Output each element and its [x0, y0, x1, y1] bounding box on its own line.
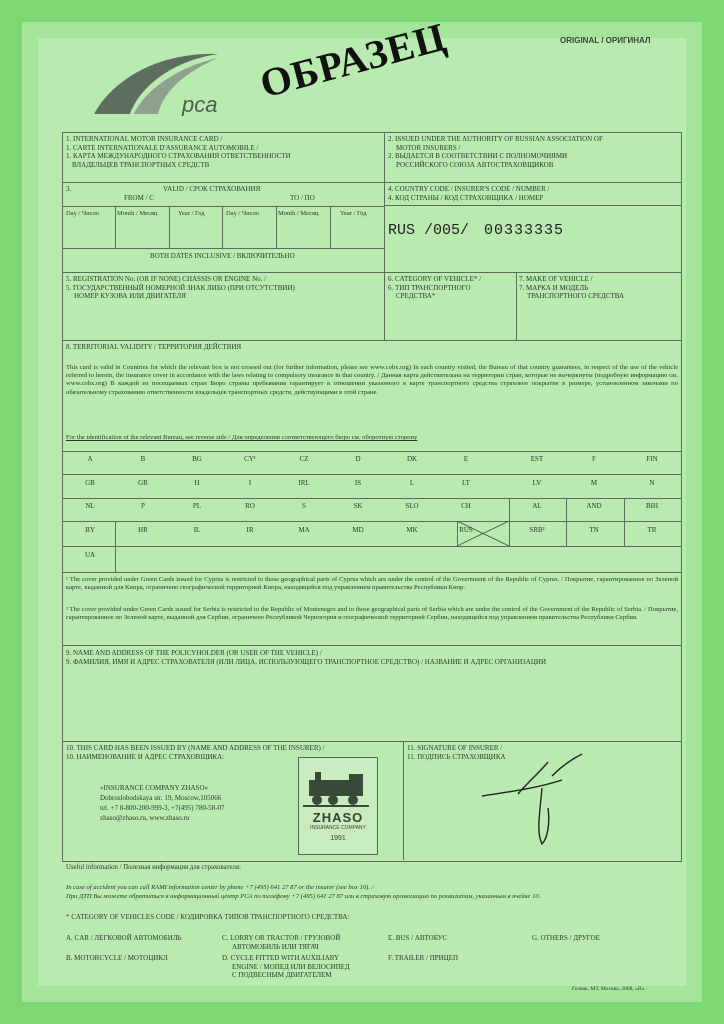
- card-number-prefix: RUS /005/: [388, 222, 470, 239]
- country-code: CY¹: [244, 455, 256, 463]
- date-col-3: Year / Год: [178, 210, 205, 217]
- country-code: S: [302, 502, 306, 510]
- field-2: 2. ISSUED UNDER THE AUTHORITY OF RUSSIAN ASSOCIATION OF MOTOR INSURERS / 2. ВЫДАЕТСЯ В СООТВЕТСТВИИ С ПОЛНОМОЧИЯМИ РОССИЙСКОГО СОЮЗА АВТОСТРАХОВЩИКОВ: [388, 135, 603, 169]
- rsa-logo: [86, 44, 226, 116]
- country-code: SK: [353, 502, 363, 510]
- country-code: CH: [461, 502, 471, 510]
- accident-info: In case of accident you can call RAMI information center by phone +7 (495) 641 27 87 or the insurer (see box 10). /: [66, 884, 374, 891]
- country-code: A: [87, 455, 93, 463]
- date-col-5: Month / Месяц: [278, 210, 319, 217]
- country-code: LT: [462, 479, 470, 487]
- country-code: BIH: [645, 502, 659, 510]
- cat-g: G. OTHERS / ДРУГОЕ: [532, 934, 600, 942]
- country-code: BG: [192, 455, 202, 463]
- useful-info: Useful information / Полезная информация для страхователя:: [66, 864, 241, 871]
- country-code: CZ: [299, 455, 309, 463]
- accident-info-ru: При ДТП Вы можете обратиться в информационный центр РСА по телефону +7 (495) 641 27 87 или в страховую организацию по реквизитам, указанным в ячейке 10.: [66, 893, 541, 900]
- field-3-number: 3.: [66, 185, 72, 193]
- cat-e: E. BUS / АВТОБУС: [388, 934, 448, 942]
- country-code: M: [590, 479, 598, 487]
- country-code: HR: [138, 526, 148, 534]
- field-7: 7. MAKE OF VEHICLE / 7. МАРКА И МОДЕЛЬ ТРАНСПОРТНОГО СРЕДСТВА: [519, 275, 625, 300]
- country-code: BY: [85, 526, 95, 534]
- sample-stamp: ОБРАЗЕЦ: [255, 13, 452, 107]
- country-code: TN: [589, 526, 599, 534]
- cat-c: C. LORRY OR TRACTOR / ГРУЗОВОЙ АВТОМОБИЛЬ ИЛИ ТЯГАЧ: [222, 934, 341, 951]
- both-dates-inclusive: BOTH DATES INCLUSIVE / ВКЛЮЧИТЕЛЬНО: [150, 252, 295, 260]
- country-code: DK: [406, 455, 418, 463]
- bureau-note: For the identification of the relevant Bureau, see reverse side / Для определения соответствующего бюро см. оборотную сторону: [66, 434, 418, 441]
- country-code: IR: [246, 526, 254, 534]
- field-5: 5. REGISTRATION No. (OR IF NONE) CHASSIS OR ENGINE No. / 5. ГОСУДАРСТВЕННЫЙ НОМЕРНОЙ ЗНАК ЛИБО (ПРИ ОТСУТСТВИИ) НОМЕР КУЗОВА ИЛИ ДВИГАТЕЛЯ: [66, 275, 295, 300]
- country-code: D: [355, 455, 361, 463]
- country-code: IS: [354, 479, 362, 487]
- field-3-valid: VALID / СРОК СТРАХОВАНИЯ: [163, 185, 261, 193]
- country-code: SLO: [405, 502, 419, 510]
- country-code: MD: [352, 526, 364, 534]
- cat-f: F. TRAILER / ПРИЦЕП: [388, 954, 459, 962]
- country-code: LV: [532, 479, 542, 487]
- country-code: IL: [193, 526, 201, 534]
- country-code: L: [409, 479, 415, 487]
- printer-imprint: Гознак, МТ, Москва, 2008, «В».: [572, 986, 646, 992]
- original-label: ORIGINAL / ОРИГИНАЛ: [560, 36, 651, 45]
- field-10: 10. THIS CARD HAS BEEN ISSUED BY (NAME AND ADDRESS OF THE INSURER) / 10. НАИМЕНОВАНИЕ И АДРЕС СТРАХОВЩИКА:: [66, 744, 325, 761]
- country-code: MA: [298, 526, 310, 534]
- country-code: FIN: [646, 455, 658, 463]
- field-8: 8. TERRITORIAL VALIDITY / ТЕРРИТОРИЯ ДЕЙСТВИЯ: [66, 343, 242, 351]
- logo-text: pca: [182, 92, 218, 116]
- field-3-from: FROM / С: [124, 194, 154, 202]
- card-number: 00333335: [484, 222, 565, 239]
- cat-a: A. CAR / ЛЕГКОВОЙ АВТОМОБИЛЬ: [66, 934, 182, 942]
- country-code: E: [463, 455, 469, 463]
- date-col-1: Day / Число: [66, 210, 99, 217]
- insurer-address: «INSURANCE COMPANY ZHASO» Dobroslobodskaya str. 19, Moscow,105066 tel. +7 8-800-200-999-3, +7(495) 780-58-07 zhaso@zhaso.ru, www.zhaso.ru: [100, 784, 225, 822]
- date-col-6: Year / Год: [340, 210, 367, 217]
- country-code: NL: [85, 502, 95, 510]
- zhaso-logo: ZHASO INSURANCE COMPANY 1991: [298, 757, 378, 855]
- country-code: I: [248, 479, 252, 487]
- country-code: P: [141, 502, 145, 510]
- country-code: F: [592, 455, 596, 463]
- field-9: 9. NAME AND ADDRESS OF THE POLICYHOLDER (OR USER OF THE VEHICLE) / 9. ФАМИЛИЯ, ИМЯ И АДРЕС СТРАХОВАТЕЛЯ (ИЛИ ЛИЦА, ИСПОЛЬЗУЮЩЕГО ТРАНСПОРТНОЕ СРЕДСТВО) / НАЗВАНИЕ И АДРЕС ОРГАНИЗАЦИИ: [66, 649, 547, 666]
- country-code: N: [649, 479, 655, 487]
- country-code: PL: [192, 502, 202, 510]
- field-1: 1. INTERNATIONAL MOTOR INSURANCE CARD / 1. CARTE INTERNATIONALE D'ASSURANCE AUTOMOBILE / 1. КАРТА МЕЖДУНАРОДНОГО СТРАХОВАНИЯ ОТВЕТСТВЕННОСТИ ВЛАДЕЛЬЦЕВ ТРАНСПОРТНЫХ СРЕДСТВ: [66, 135, 291, 169]
- field-4: 4. COUNTRY CODE / INSURER'S CODE / NUMBER / 4. КОД СТРАНЫ / КОД СТРАХОВЩИКА / НОМЕР: [388, 185, 550, 202]
- date-col-4: Day / Число: [226, 210, 259, 217]
- insurer-signature: [478, 752, 588, 852]
- country-code: H: [194, 479, 200, 487]
- country-code: IRL: [298, 479, 310, 487]
- country-code: MK: [406, 526, 418, 534]
- country-code: SRB²: [529, 526, 545, 534]
- country-code: UA: [84, 551, 96, 559]
- field-3-to: TO / ПО: [290, 194, 315, 202]
- country-code: RO: [245, 502, 255, 510]
- territorial-validity-text: This card is valid in Countries for which the relevant box is not crossed out (for further information, please see www.cobx.org) In each country visited, the Bureau of that country guarantees, in respect of the use of the vehicle referred to herein, the insurance cover in accordance with the laws relating to compulsory insurance in that country. / Данная карта действительна на территории стран, которые не вычеркнуты (подробную информацию см. www.cobx.org) В каждой из посещаемых стран Бюро страны пребывания гарантирует в отношении указанного в карте транспортного средства страховое покрытие в размере, установленном законами по обязательному страхованию ответственности владельцев транспортных средств, действующими в этой стране.: [66, 364, 678, 396]
- country-code: RUS: [459, 526, 473, 534]
- locomotive-icon: [299, 770, 377, 810]
- country-code: AL: [532, 502, 542, 510]
- country-code: GR: [138, 479, 148, 487]
- field-11: 11. SIGNATURE OF INSURER / 11. ПОДПИСЬ СТРАХОВЩИКА: [407, 744, 506, 761]
- note-serbia: ² The cover provided under Green Cards issued for Serbia is restricted to the Republic of Montenegro and to those geographical parts of Serbia which are under the control of the Government of the Republic of Serbia. / Покрытие, гарантированное по Зеленой карте, выданной для Сербии, ограничено Республикой Черногория и географической территорией Сербии, находящейся под управлением правительства Республики Сербия.: [66, 606, 678, 622]
- country-code: EST: [530, 455, 544, 463]
- country-code: TR: [647, 526, 657, 534]
- country-code: AND: [586, 502, 602, 510]
- cat-b: B. MOTORCYCLE / МОТОЦИКЛ: [66, 954, 168, 962]
- country-code: B: [140, 455, 146, 463]
- note-cyprus: ¹ The cover provided under Green Cards issued for Cyprus is restricted to those geographical parts of Cyprus which are under the control of the Government of the Republic of Cyprus. / Покрытие, гарантированное по Зеленой карте, выданной для Кипра, ограничено географической территорией Кипра, находящейся под управлением правительства Республики Кипр.: [66, 576, 678, 592]
- categories-title: * CATEGORY OF VEHICLES CODE / КОДИРОВКА ТИПОВ ТРАНСПОРТНОГО СРЕДСТВА:: [66, 913, 350, 921]
- country-code: GB: [85, 479, 95, 487]
- cat-d: D. CYCLE FITTED WITH AUXILIARY ENGINE / МОПЕД ИЛИ ВЕЛОСИПЕД С ПОДВЕСНЫМ ДВИГАТЕЛЕМ: [222, 954, 350, 979]
- field-6: 6. CATEGORY OF VEHICLE* / 6. ТИП ТРАНСПОРТНОГО СРЕДСТВА*: [388, 275, 482, 300]
- date-col-2: Month / Месяц: [117, 210, 158, 217]
